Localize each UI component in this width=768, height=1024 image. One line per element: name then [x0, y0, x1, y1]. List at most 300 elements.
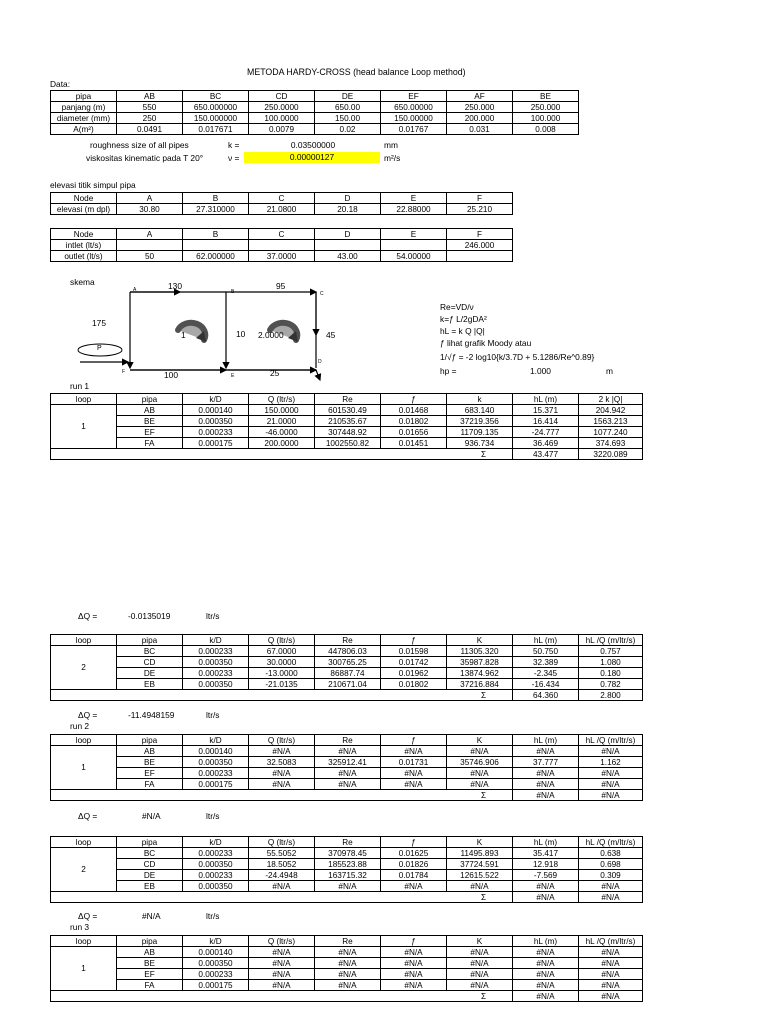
delta-q-value: #N/A: [142, 811, 161, 821]
delta-q-unit: ltr/s: [206, 911, 220, 921]
table-cell: 0.031: [447, 124, 513, 135]
sum-row: [51, 991, 643, 1002]
table-cell: #N/A: [579, 947, 643, 958]
header-cell: ƒ: [381, 394, 447, 405]
flow-ed-label: 25: [270, 368, 280, 378]
header-cell: C: [249, 193, 315, 204]
table-cell: #N/A: [447, 980, 513, 991]
table-cell: 0.782: [579, 679, 643, 690]
loop-number-cell: 1: [51, 746, 117, 790]
hp-unit: m: [606, 366, 613, 376]
header-cell: loop: [51, 735, 117, 746]
table-cell: FA: [117, 980, 183, 991]
header-cell: Q (ltr/s): [249, 735, 315, 746]
table-cell: 0.0079: [249, 124, 315, 135]
table-cell: 37.0000: [249, 251, 315, 262]
table-row: [51, 668, 643, 679]
run-2-loop-2-table: [50, 836, 643, 903]
table-cell: 0.01625: [381, 848, 447, 859]
table-cell: #N/A: [315, 779, 381, 790]
page-title: METODA HARDY-CROSS (head balance Loop method): [247, 67, 466, 77]
table-cell: #N/A: [447, 779, 513, 790]
table-cell: 43.00: [315, 251, 381, 262]
formula-re: Re=VD/ν: [440, 302, 474, 312]
table-row: [51, 646, 643, 657]
header-cell: Q (ltr/s): [249, 936, 315, 947]
delta-q-label: ΔQ =: [78, 911, 98, 921]
table-cell: EF: [117, 969, 183, 980]
table-cell: FA: [117, 438, 183, 449]
header-cell: loop: [51, 837, 117, 848]
header-cell: CD: [249, 91, 315, 102]
table-cell: 32.5083: [249, 757, 315, 768]
sum-cell: #N/A: [579, 790, 643, 801]
table-cell: 1563.213: [579, 416, 643, 427]
table-cell: 370978.45: [315, 848, 381, 859]
header-cell: Re: [315, 936, 381, 947]
run-2-loop-1-table: [50, 734, 643, 801]
header-cell: D: [315, 229, 381, 240]
table-cell: 1002550.82: [315, 438, 381, 449]
table-cell: 35.417: [513, 848, 579, 859]
table-cell: #N/A: [579, 768, 643, 779]
table-cell: 55.5052: [249, 848, 315, 859]
table-cell: 37.777: [513, 757, 579, 768]
table-cell: #N/A: [579, 969, 643, 980]
table-cell: 650.00000: [381, 102, 447, 113]
loop-2-label: 2.0000: [258, 330, 284, 340]
sum-cell: #N/A: [579, 991, 643, 1002]
table-cell: #N/A: [381, 958, 447, 969]
hp-value: 1.000: [530, 366, 551, 376]
sum-cell: #N/A: [513, 790, 579, 801]
table-cell: #N/A: [579, 779, 643, 790]
roughness-symbol: k =: [228, 140, 240, 150]
table-cell: 200.000: [447, 113, 513, 124]
sum-symbol-cell: Σ: [51, 991, 513, 1002]
table-cell: 0.000233: [183, 768, 249, 779]
table-cell: 163715.32: [315, 870, 381, 881]
sum-cell: #N/A: [579, 892, 643, 903]
table-cell: 0.000175: [183, 779, 249, 790]
run-3-loop-1-table: [50, 935, 643, 1002]
run-1-loop-2-table: [50, 634, 643, 701]
table-cell: #N/A: [447, 881, 513, 892]
table-cell: intlet (lt/s): [51, 240, 117, 251]
roughness-value: 0.03500000: [290, 140, 336, 150]
header-cell: BC: [183, 91, 249, 102]
table-cell: 21.0000: [249, 416, 315, 427]
table-cell: 325912.41: [315, 757, 381, 768]
table-cell: BE: [117, 416, 183, 427]
table-header: [51, 735, 643, 746]
table-cell: 250: [117, 113, 183, 124]
run-1-loop-1-table: [50, 393, 643, 460]
sum-cell: #N/A: [513, 892, 579, 903]
table-cell: 30.80: [117, 204, 183, 215]
table-cell: 300765.25: [315, 657, 381, 668]
header-cell: A: [117, 193, 183, 204]
table-cell: 11305.320: [447, 646, 513, 657]
table-cell: -7.569: [513, 870, 579, 881]
table-cell: AB: [117, 947, 183, 958]
run-3-label: run 3: [70, 922, 90, 932]
delta-q-unit: ltr/s: [206, 811, 220, 821]
flow-cd-label: 45: [326, 330, 336, 340]
table-row: [51, 405, 643, 416]
table-cell: 0.0491: [117, 124, 183, 135]
table-cell: #N/A: [513, 881, 579, 892]
table-cell: 16.414: [513, 416, 579, 427]
flow-bc-label: 95: [276, 281, 286, 291]
table-cell: A(m²): [51, 124, 117, 135]
header-cell: Re: [315, 735, 381, 746]
header-cell: pipa: [117, 394, 183, 405]
header-cell: pipa: [117, 936, 183, 947]
header-cell: DE: [315, 91, 381, 102]
table-cell: #N/A: [579, 746, 643, 757]
table-cell: 0.01826: [381, 859, 447, 870]
table-cell: #N/A: [513, 947, 579, 958]
table-cell: 20.18: [315, 204, 381, 215]
header-cell: BE: [513, 91, 579, 102]
table-cell: -24.777: [513, 427, 579, 438]
table-cell: #N/A: [513, 779, 579, 790]
table-cell: 150.000000: [183, 113, 249, 124]
table-cell: 246.000: [447, 240, 513, 251]
table-cell: -16.434: [513, 679, 579, 690]
table-cell: 86887.74: [315, 668, 381, 679]
delta-q-unit: ltr/s: [206, 611, 220, 621]
table-cell: EF: [117, 768, 183, 779]
viscosity-value: 0.00000127: [244, 152, 380, 163]
table-cell: #N/A: [381, 881, 447, 892]
run-1-label: run 1: [70, 381, 90, 391]
header-cell: AF: [447, 91, 513, 102]
table-cell: 210535.67: [315, 416, 381, 427]
table-cell: 0.01784: [381, 870, 447, 881]
table-row: [51, 881, 643, 892]
header-cell: k/D: [183, 837, 249, 848]
table-cell: 18.5052: [249, 859, 315, 870]
header-cell: k/D: [183, 394, 249, 405]
table-cell: #N/A: [513, 969, 579, 980]
header-cell: ƒ: [381, 635, 447, 646]
sum-row: [51, 690, 643, 701]
table-cell: 0.000350: [183, 757, 249, 768]
table-header: [51, 394, 643, 405]
table-cell: diameter (mm): [51, 113, 117, 124]
table-cell: 0.000140: [183, 746, 249, 757]
table-cell: #N/A: [315, 958, 381, 969]
flow-ab-label: 130: [168, 281, 182, 291]
table-row: [51, 848, 643, 859]
table-cell: 0.000233: [183, 848, 249, 859]
table-header: [51, 936, 643, 947]
table-cell: 936.734: [447, 438, 513, 449]
table-cell: 0.000233: [183, 870, 249, 881]
table-row: [51, 657, 643, 668]
table-cell: #N/A: [513, 980, 579, 991]
table-row: [51, 859, 643, 870]
table-cell: CD: [117, 657, 183, 668]
table-cell: 0.000175: [183, 438, 249, 449]
table-cell: 50: [117, 251, 183, 262]
table-cell: 650.000000: [183, 102, 249, 113]
table-cell: #N/A: [249, 881, 315, 892]
formula-k: k=ƒ L/2gDA²: [440, 314, 487, 324]
table-cell: 185523.88: [315, 859, 381, 870]
node-a-label: A: [133, 287, 137, 293]
header-cell: K: [447, 936, 513, 947]
loop-number-cell: 1: [51, 947, 117, 991]
table-cell: 12.918: [513, 859, 579, 870]
header-cell: hL /Q (m/ltr/s): [579, 936, 643, 947]
header-cell: hL (m): [513, 735, 579, 746]
header-cell: K: [447, 735, 513, 746]
table-cell: 50.750: [513, 646, 579, 657]
loop-number-cell: 2: [51, 848, 117, 892]
table-cell: 37724.591: [447, 859, 513, 870]
table-cell: 0.01962: [381, 668, 447, 679]
table-cell: BE: [117, 958, 183, 969]
table-cell: 0.01802: [381, 416, 447, 427]
table-cell: 0.000350: [183, 657, 249, 668]
header-cell: pipa: [117, 635, 183, 646]
table-cell: 67.0000: [249, 646, 315, 657]
formula-hl: hL = k Q |Q|: [440, 326, 485, 336]
table-cell: 0.309: [579, 870, 643, 881]
table-row: [51, 779, 643, 790]
table-header: [51, 837, 643, 848]
delta-q-label: ΔQ =: [78, 611, 98, 621]
loop-number-cell: 2: [51, 646, 117, 690]
header-cell: ƒ: [381, 735, 447, 746]
table-cell: 35987.828: [447, 657, 513, 668]
table-row: [51, 427, 643, 438]
header-cell: B: [183, 229, 249, 240]
table-cell: #N/A: [381, 969, 447, 980]
table-row: [51, 757, 643, 768]
header-cell: pipa: [117, 735, 183, 746]
table-cell: 210671.04: [315, 679, 381, 690]
table-cell: #N/A: [315, 969, 381, 980]
roughness-label: roughness size of all pipes: [90, 140, 189, 150]
table-cell: 21.0800: [249, 204, 315, 215]
table-cell: 0.757: [579, 646, 643, 657]
table-cell: DE: [117, 668, 183, 679]
table-cell: 1.162: [579, 757, 643, 768]
table-cell: 0.000233: [183, 646, 249, 657]
table-cell: 0.000140: [183, 947, 249, 958]
table-cell: 25.210: [447, 204, 513, 215]
table-cell: 601530.49: [315, 405, 381, 416]
delta-q-value: #N/A: [142, 911, 161, 921]
header-cell: loop: [51, 394, 117, 405]
header-cell: C: [249, 229, 315, 240]
header-cell: ƒ: [381, 936, 447, 947]
table-cell: 13874.962: [447, 668, 513, 679]
delta-q-value: -0.0135019: [128, 611, 171, 621]
table-cell: 37216.884: [447, 679, 513, 690]
sum-row: [51, 892, 643, 903]
table-cell: 150.0000: [249, 405, 315, 416]
table-cell: #N/A: [381, 746, 447, 757]
table-cell: 0.008: [513, 124, 579, 135]
header-cell: EF: [381, 91, 447, 102]
header-cell: Re: [315, 837, 381, 848]
table-cell: 12615.522: [447, 870, 513, 881]
table-cell: #N/A: [315, 947, 381, 958]
header-cell: hL /Q (m/ltr/s): [579, 735, 643, 746]
table-row: [51, 768, 643, 779]
table-cell: BC: [117, 848, 183, 859]
header-cell: Q (ltr/s): [249, 635, 315, 646]
table-cell: #N/A: [315, 746, 381, 757]
sum-cell: 43.477: [513, 449, 579, 460]
table-cell: #N/A: [447, 746, 513, 757]
table-cell: 204.942: [579, 405, 643, 416]
table-cell: 100.0000: [249, 113, 315, 124]
header-cell: E: [381, 229, 447, 240]
data-label: Data:: [50, 79, 71, 89]
table-cell: #N/A: [513, 746, 579, 757]
sum-row: [51, 790, 643, 801]
header-cell: B: [183, 193, 249, 204]
table-cell: panjang (m): [51, 102, 117, 113]
table-cell: 307448.92: [315, 427, 381, 438]
table-cell: #N/A: [381, 768, 447, 779]
table-cell: BE: [117, 757, 183, 768]
table-row: [51, 746, 643, 757]
header-cell: hL (m): [513, 837, 579, 848]
table-header: [51, 635, 643, 646]
flow-af-label: 175: [92, 318, 106, 328]
table-cell: 683.140: [447, 405, 513, 416]
table-cell: 11709.135: [447, 427, 513, 438]
table-cell: -46.0000: [249, 427, 315, 438]
table-cell: 15.371: [513, 405, 579, 416]
schema-label: skema: [70, 277, 95, 287]
table-cell: 37219.356: [447, 416, 513, 427]
table-cell: 36.469: [513, 438, 579, 449]
table-cell: 250.000: [447, 102, 513, 113]
header-cell: hL (m): [513, 635, 579, 646]
viscosity-label: viskositas kinematic pada T 20°: [86, 153, 204, 163]
header-cell: Node: [51, 229, 117, 240]
pipe-network-diagram: [0, 0, 768, 400]
hp-label: hp =: [440, 366, 457, 376]
table-cell: 0.000350: [183, 416, 249, 427]
outflow-arrow-d: [316, 370, 320, 380]
header-cell: k/D: [183, 635, 249, 646]
table-cell: 150.00000: [381, 113, 447, 124]
table-cell: 447806.03: [315, 646, 381, 657]
table-cell: #N/A: [447, 947, 513, 958]
table-cell: #N/A: [315, 980, 381, 991]
run-2-label: run 2: [70, 721, 90, 731]
table-cell: #N/A: [315, 768, 381, 779]
table-row: [51, 969, 643, 980]
header-cell: hL (m): [513, 394, 579, 405]
table-cell: 0.000175: [183, 980, 249, 991]
header-cell: A: [117, 229, 183, 240]
header-cell: loop: [51, 635, 117, 646]
table-cell: #N/A: [249, 768, 315, 779]
table-cell: 0.01767: [381, 124, 447, 135]
viscosity-symbol: ν =: [228, 153, 240, 163]
table-cell: 374.693: [579, 438, 643, 449]
table-cell: BC: [117, 646, 183, 657]
table-cell: #N/A: [381, 947, 447, 958]
table-cell: #N/A: [447, 768, 513, 779]
flow-be-label: 10: [236, 329, 246, 339]
table-cell: #N/A: [447, 958, 513, 969]
table-cell: -2.345: [513, 668, 579, 679]
node-e-label: E: [231, 373, 235, 379]
viscosity-unit: m²/s: [384, 153, 401, 163]
header-cell: Node: [51, 193, 117, 204]
formula-f: ƒ lihat grafik Moody atau: [440, 338, 532, 348]
header-cell: Re: [315, 394, 381, 405]
table-cell: 35746.906: [447, 757, 513, 768]
table-cell: 0.698: [579, 859, 643, 870]
header-cell: K: [447, 635, 513, 646]
table-cell: 0.000233: [183, 668, 249, 679]
table-cell: 0.000350: [183, 881, 249, 892]
sum-cell: 3220.089: [579, 449, 643, 460]
table-row: [51, 870, 643, 881]
table-cell: 0.01656: [381, 427, 447, 438]
table-cell: outlet (lt/s): [51, 251, 117, 262]
node-c-label: C: [320, 291, 324, 297]
table-cell: #N/A: [447, 969, 513, 980]
header-cell: k/D: [183, 735, 249, 746]
sum-symbol-cell: Σ: [51, 790, 513, 801]
table-cell: 0.01731: [381, 757, 447, 768]
table-cell: elevasi (m dpl): [51, 204, 117, 215]
table-cell: 1077.240: [579, 427, 643, 438]
sum-symbol-cell: Σ: [51, 449, 513, 460]
header-cell: pipa: [117, 837, 183, 848]
sum-cell: 2.800: [579, 690, 643, 701]
table-cell: CD: [117, 859, 183, 870]
header-cell: hL (m): [513, 936, 579, 947]
table-cell: EB: [117, 881, 183, 892]
sum-cell: #N/A: [513, 991, 579, 1002]
table-cell: #N/A: [249, 779, 315, 790]
formula-colebrook: 1/√ƒ = -2 log10{k/3.7D + 5.1286/Re^0.89}: [440, 352, 595, 362]
table-cell: #N/A: [381, 779, 447, 790]
delta-q-unit: ltr/s: [206, 710, 220, 720]
table-cell: 0.638: [579, 848, 643, 859]
header-cell: AB: [117, 91, 183, 102]
header-cell: F: [447, 193, 513, 204]
table-cell: 54.00000: [381, 251, 447, 262]
table-cell: 250.000: [513, 102, 579, 113]
loop-1-label: 1: [181, 330, 186, 340]
node-d-label: D: [318, 359, 322, 365]
table-cell: #N/A: [249, 746, 315, 757]
table-cell: #N/A: [579, 881, 643, 892]
table-cell: AB: [117, 746, 183, 757]
header-cell: F: [447, 229, 513, 240]
header-cell: k: [447, 394, 513, 405]
header-cell: E: [381, 193, 447, 204]
table-cell: DE: [117, 870, 183, 881]
table-cell: #N/A: [513, 768, 579, 779]
table-cell: 0.000140: [183, 405, 249, 416]
